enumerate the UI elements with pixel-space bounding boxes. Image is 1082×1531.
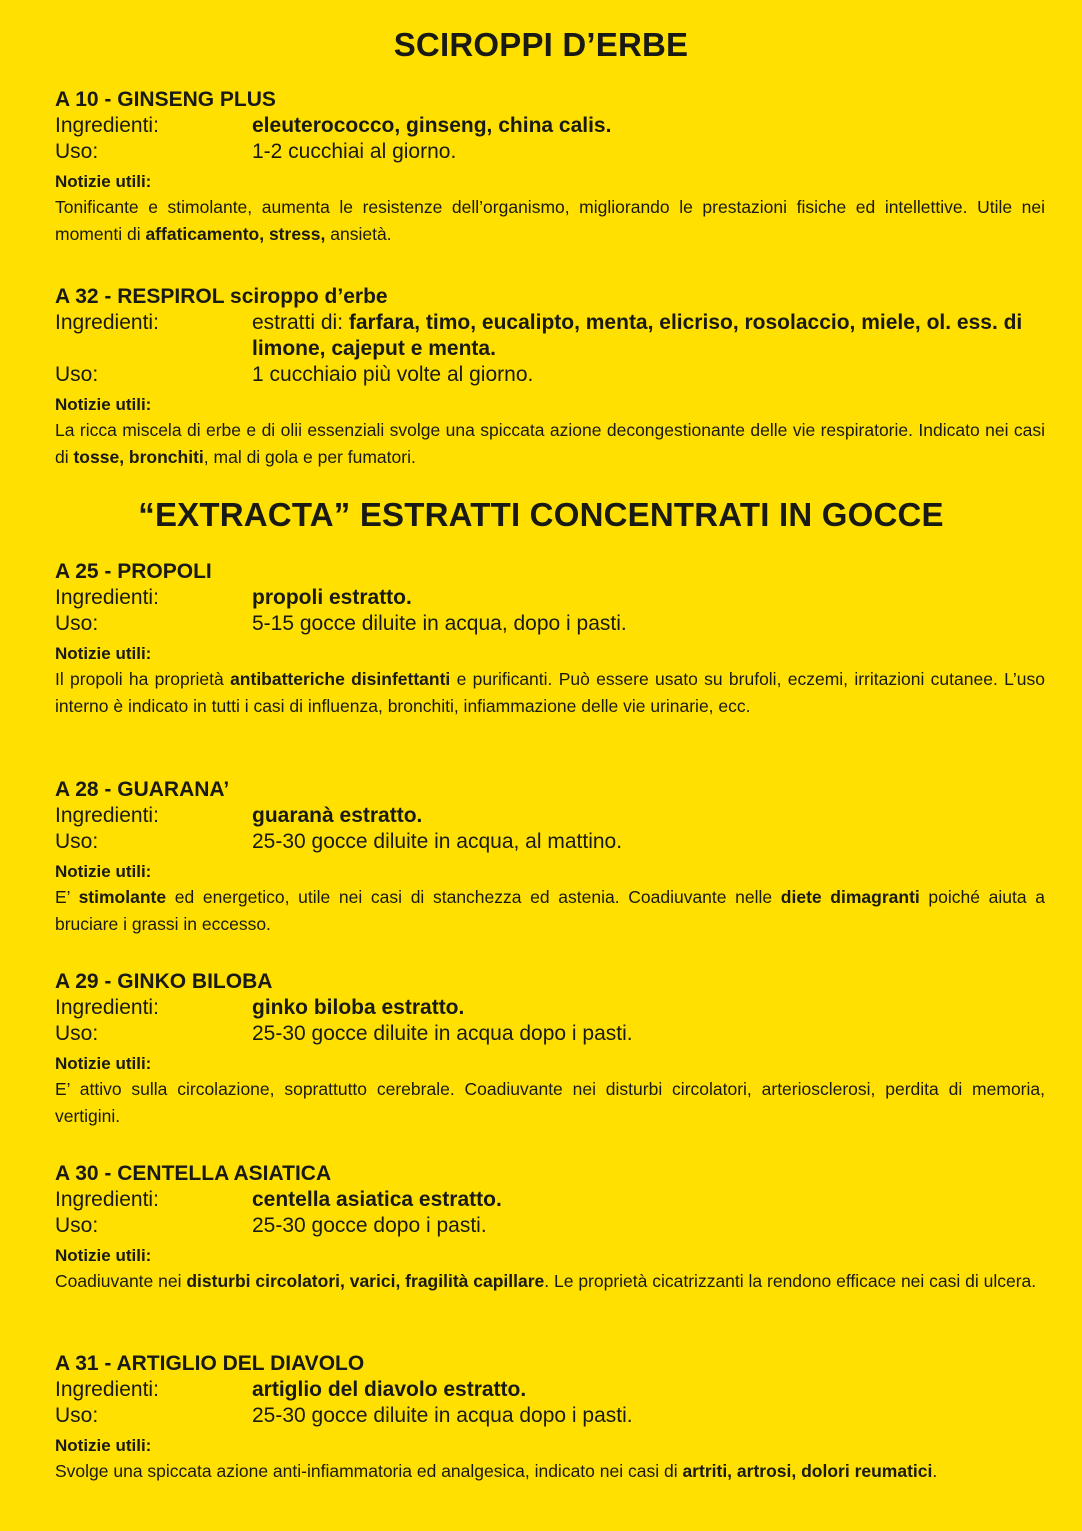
use-row xyxy=(55,829,1045,855)
notes-segment: ansietà. xyxy=(325,223,392,244)
notes-label: Notizie utili: xyxy=(55,1436,152,1455)
notes-label: Notizie utili: xyxy=(55,862,152,881)
use-value: 25-30 gocce diluite in acqua dopo i pasti. xyxy=(252,1022,633,1045)
use-label: Uso: xyxy=(55,830,99,853)
use-value: 25-30 gocce dopo i pasti. xyxy=(252,1214,487,1237)
ingredients-segment: estratti di: xyxy=(252,311,349,334)
notes-text xyxy=(55,417,1045,470)
use-label: Uso: xyxy=(55,1022,99,1045)
ingredients-segment: guaranà estratto. xyxy=(252,804,423,827)
use-value: 25-30 gocce diluite in acqua, al mattino. xyxy=(252,830,623,853)
use-value: 25-30 gocce diluite in acqua dopo i pasti. xyxy=(252,1404,633,1427)
notes-label: Notizie utili: xyxy=(55,1246,152,1265)
ingredients-value xyxy=(252,113,1045,139)
ingredients-row xyxy=(55,995,1045,1021)
product-block xyxy=(55,559,1045,719)
use-value: 1-2 cucchiai al giorno. xyxy=(252,140,457,163)
notes-text xyxy=(55,1268,1045,1295)
notes-segment: Svolge una spiccata azione anti-infiammatoria ed analgesica, indicato nei casi di xyxy=(55,1461,683,1481)
notes-label: Notizie utili: xyxy=(55,644,152,663)
product-title: A 10 - GINSENG PLUS xyxy=(55,88,276,111)
notes-segment: ed energetico, utile nei casi di stanchezza ed astenia. Coadiuvante nelle xyxy=(166,887,781,907)
ingredients-label: Ingredienti: xyxy=(55,114,159,137)
ingredients-segment: artiglio del diavolo estratto. xyxy=(252,1378,527,1401)
ingredients-row xyxy=(55,310,1045,362)
notes-segment: diete dimagranti xyxy=(780,887,920,907)
product-block xyxy=(55,777,1045,937)
product-title: A 28 - GUARANA’ xyxy=(55,778,230,801)
notes-text xyxy=(55,666,1045,719)
product-title: A 30 - CENTELLA ASIATICA xyxy=(55,1162,332,1185)
notes-segment: antibatteriche disinfettanti xyxy=(230,669,451,689)
ingredients-value xyxy=(252,1377,1045,1403)
ingredients-row xyxy=(55,1187,1045,1213)
notes-segment: Tonificante e stimolante, aumenta le resistenze dell’organismo, migliorando le prestazioni fisiche ed intellettive. Utile nei momenti di xyxy=(55,197,1045,244)
product-title: A 32 - RESPIROL sciroppo d’erbe xyxy=(55,285,388,308)
use-row xyxy=(55,139,1045,165)
ingredients-label: Ingredienti: xyxy=(55,1188,159,1211)
notes-segment: . Le proprietà cicatrizzanti la rendono efficace nei casi di ulcera. xyxy=(544,1271,1037,1291)
notes-segment: e purificanti. Può essere usato su brufoli, eczemi, irritazioni cutanee. L’uso interno è indicato in tutti i casi di influenza, bronchiti, infiammazione delle vie urinarie, ecc. xyxy=(55,669,1045,716)
notes-segment: Il propoli ha proprietà xyxy=(55,669,231,689)
use-row xyxy=(55,1021,1045,1047)
notes-segment: artriti, artrosi, dolori reumatici xyxy=(682,1461,933,1481)
notes-segment: poiché aiuta a bruciare i grassi in eccesso. xyxy=(55,887,1045,934)
product-title: A 29 - GINKO BILOBA xyxy=(55,970,273,993)
use-value: 5-15 gocce diluite in acqua, dopo i pasti. xyxy=(252,612,627,635)
use-label: Uso: xyxy=(55,1214,99,1237)
ingredients-row xyxy=(55,113,1045,139)
ingredients-label: Ingredienti: xyxy=(55,1378,159,1401)
notes-text xyxy=(55,1076,1045,1129)
ingredients-segment: centella asiatica estratto. xyxy=(252,1188,502,1211)
product-title: A 25 - PROPOLI xyxy=(55,560,212,583)
product-title: A 31 - ARTIGLIO DEL DIAVOLO xyxy=(55,1352,365,1375)
notes-segment: , mal di gola e per fumatori. xyxy=(203,446,416,467)
ingredients-segment: farfara, timo, eucalipto, menta, elicriso, rosolaccio, miele, ol. ess. di limone, cajeput e menta. xyxy=(252,311,1023,360)
product-block xyxy=(55,87,1045,247)
use-row xyxy=(55,1213,1045,1239)
ingredients-label: Ingredienti: xyxy=(55,804,159,827)
use-label: Uso: xyxy=(55,363,99,386)
ingredients-row xyxy=(55,585,1045,611)
section-title-extracta: “EXTRACTA” ESTRATTI CONCENTRATI IN GOCCE xyxy=(138,496,944,533)
notes-segment: E’ xyxy=(55,887,79,907)
notes-segment: disturbi circolatori, varici, fragilità capillare xyxy=(186,1271,545,1291)
notes-segment: tosse, bronchiti xyxy=(73,446,204,467)
notes-label: Notizie utili: xyxy=(55,172,152,191)
ingredients-value xyxy=(252,1187,1045,1213)
use-value: 1 cucchiaio più volte al giorno. xyxy=(252,363,534,386)
product-block xyxy=(55,284,1045,470)
use-row xyxy=(55,611,1045,637)
notes-segment: Coadiuvante nei xyxy=(55,1271,187,1291)
ingredients-segment: eleuterococco, ginseng, china calis. xyxy=(252,114,612,137)
ingredients-segment: ginko biloba estratto. xyxy=(252,996,465,1019)
ingredients-label: Ingredienti: xyxy=(55,311,159,334)
use-label: Uso: xyxy=(55,140,99,163)
notes-segment: stimolante xyxy=(78,887,167,907)
ingredients-row xyxy=(55,1377,1045,1403)
ingredients-value xyxy=(252,995,1045,1021)
ingredients-value xyxy=(252,585,1045,611)
ingredients-label: Ingredienti: xyxy=(55,996,159,1019)
use-row xyxy=(55,1403,1045,1429)
section-title-sciroppi: SCIROPPI D’ERBE xyxy=(393,26,689,63)
ingredients-row xyxy=(55,803,1045,829)
ingredients-value xyxy=(252,310,1045,362)
notes-text xyxy=(55,884,1045,937)
notes-segment: . xyxy=(932,1461,938,1481)
notes-label: Notizie utili: xyxy=(55,1054,152,1073)
notes-text xyxy=(55,1458,1045,1485)
notes-label: Notizie utili: xyxy=(55,395,152,414)
notes-segment: affaticamento, stress, xyxy=(145,223,326,244)
use-row xyxy=(55,362,1045,388)
notes-segment: E’ attivo sulla circolazione, soprattutto cerebrale. Coadiuvante nei disturbi circolatori, arteriosclerosi, perdita di memoria, vertigini. xyxy=(55,1079,1045,1126)
product-block xyxy=(55,969,1045,1129)
use-label: Uso: xyxy=(55,1404,99,1427)
ingredients-segment: propoli estratto. xyxy=(252,586,412,609)
notes-text xyxy=(55,194,1045,247)
notes-segment: La ricca miscela di erbe e di olii essenziali svolge una spiccata azione decongestionante delle vie respiratorie. Indicato nei casi di xyxy=(55,420,1045,467)
product-block xyxy=(55,1161,1045,1295)
product-block xyxy=(55,1351,1045,1485)
ingredients-value xyxy=(252,803,1045,829)
use-label: Uso: xyxy=(55,612,99,635)
ingredients-label: Ingredienti: xyxy=(55,586,159,609)
